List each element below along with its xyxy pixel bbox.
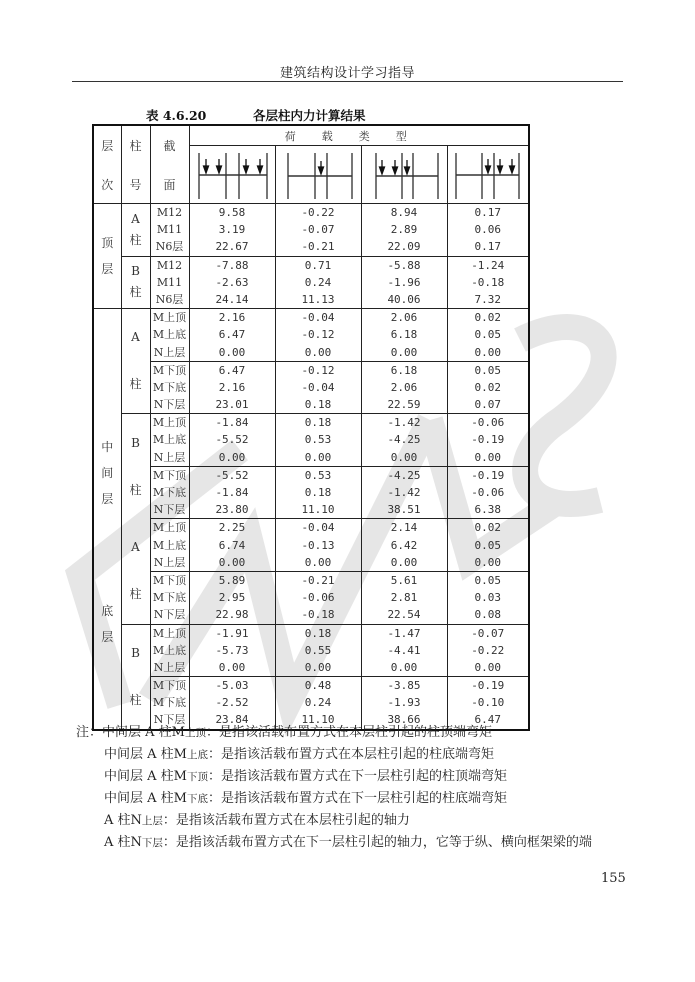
- column-label: B 柱: [121, 414, 150, 519]
- value-cell: 6.38: [474, 503, 501, 517]
- section-labels: M12 M11 N6层: [150, 204, 189, 257]
- value-cell: 0.00: [474, 345, 501, 359]
- load-case-4-values: [447, 309, 529, 362]
- value-cell: 38.66: [387, 713, 421, 727]
- load-case-4-values: [447, 624, 529, 677]
- value-cell: 0.02: [474, 521, 501, 535]
- load-case-3-values: [361, 466, 447, 519]
- floor-label: 中 间 层: [93, 309, 121, 519]
- value-cell: 0.00: [304, 450, 332, 464]
- note-line: 中间层 A 柱M上底：是指该活载布置方式在本层柱引起的柱底端弯矩: [104, 747, 494, 762]
- note-line: 中间层 A 柱M下底：是指该活载布置方式在下一层柱引起的柱底端弯矩: [104, 791, 507, 806]
- value-cell: -0.12: [301, 328, 335, 342]
- table-row: [93, 414, 529, 467]
- value-cell: -2.63: [215, 275, 249, 289]
- value-cell: -1.91: [215, 626, 249, 640]
- value-cell: 6.47: [474, 713, 501, 727]
- load-case-2-values: [275, 204, 361, 257]
- value-cell: 0.55: [304, 643, 332, 657]
- load-case-2-values: [275, 519, 361, 572]
- value-cell: 9.58: [218, 206, 246, 219]
- value-cell: 0.53: [304, 468, 332, 482]
- value-cell: -0.18: [301, 608, 335, 622]
- value-cell: 2.16: [218, 380, 246, 394]
- value-cell: -5.52: [215, 468, 249, 482]
- floor-label: 底 层: [93, 519, 121, 730]
- table-title: 各层柱内力计算结果: [253, 108, 366, 123]
- value-cell: 0.03: [474, 591, 501, 605]
- section-labels: M上顶 M上底 N上层: [150, 414, 189, 467]
- value-cell: -0.07: [301, 223, 335, 237]
- value-cell: 0.05: [474, 538, 501, 552]
- section-labels: M下顶 M下底 N下层: [150, 571, 189, 624]
- value-cell: 2.16: [218, 311, 246, 325]
- value-cell: 22.54: [387, 608, 421, 622]
- load-case-4-values: [447, 519, 529, 572]
- note-line: 中间层 A 柱M下顶：是指该活载布置方式在下一层柱引起的柱顶端弯矩: [104, 769, 507, 784]
- value-cell: 0.05: [474, 328, 501, 342]
- page-number: 155: [601, 871, 626, 886]
- load-case-4-values: [447, 204, 529, 257]
- load-case-4-values: [447, 571, 529, 624]
- load-case-3-values: [361, 624, 447, 677]
- value-cell: -3.85: [387, 679, 421, 693]
- value-cell: 0.08: [474, 608, 501, 622]
- load-case-2-values: [275, 361, 361, 414]
- value-cell: -0.10: [471, 696, 505, 710]
- value-cell: 2.14: [390, 521, 418, 535]
- load-case-4-values: [447, 361, 529, 414]
- load-case-3-values: [361, 361, 447, 414]
- load-case-1-values: [189, 256, 275, 309]
- note-line: A 柱N上层：是指该活载布置方式在本层柱引起的轴力: [104, 813, 410, 828]
- section-labels: M12 M11 N6层: [150, 256, 189, 309]
- value-cell: 0.24: [304, 275, 332, 289]
- load-case-4-values: [447, 414, 529, 467]
- header-load-type: 荷载类型: [189, 125, 529, 146]
- section-labels: M上顶 M上底 N上层: [150, 624, 189, 677]
- value-cell: -1.84: [215, 486, 249, 499]
- value-cell: 6.74: [218, 538, 246, 552]
- value-cell: -0.22: [301, 206, 335, 219]
- value-cell: -1.93: [387, 696, 421, 710]
- load-case-3-values: [361, 204, 447, 257]
- load-case-2-values: [275, 624, 361, 677]
- value-cell: 22.09: [387, 240, 421, 254]
- value-cell: 40.06: [387, 292, 421, 306]
- value-cell: -2.52: [215, 696, 249, 710]
- value-cell: -0.06: [471, 416, 505, 430]
- column-label: B 柱: [121, 624, 150, 730]
- value-cell: -0.06: [301, 591, 335, 605]
- value-cell: 0.07: [474, 398, 501, 412]
- load-case-4-values: [447, 466, 529, 519]
- column-internal-force-table: [92, 124, 530, 731]
- value-cell: -1.42: [387, 416, 421, 430]
- table-row: [93, 256, 529, 309]
- header-rule: [72, 81, 623, 82]
- value-cell: 0.02: [474, 311, 501, 325]
- table-number: 表 4.6.20: [146, 108, 207, 123]
- value-cell: -0.07: [471, 626, 505, 640]
- value-cell: 3.19: [218, 223, 246, 237]
- column-label: B 柱: [121, 256, 150, 309]
- value-cell: 0.05: [474, 363, 501, 377]
- full-span-load-icon: [194, 149, 270, 201]
- value-cell: 7.32: [474, 292, 501, 306]
- value-cell: 0.18: [304, 416, 332, 430]
- value-cell: -1.47: [387, 626, 421, 640]
- value-cell: 22.98: [215, 608, 249, 622]
- load-case-1-values: [189, 519, 275, 572]
- value-cell: 2.06: [390, 380, 418, 394]
- floor-label: 顶 层: [93, 204, 121, 309]
- value-cell: 0.53: [304, 433, 332, 447]
- section-labels: M下顶 M下底 N下层: [150, 361, 189, 414]
- value-cell: 0.00: [304, 555, 332, 569]
- load-case-1-values: [189, 466, 275, 519]
- value-cell: 11.13: [301, 292, 335, 306]
- value-cell: -0.06: [471, 486, 505, 499]
- load-case-1-diagram: [189, 146, 275, 204]
- load-case-3-diagram: [361, 146, 447, 204]
- column-label: A 柱: [121, 204, 150, 257]
- value-cell: 0.00: [390, 660, 418, 674]
- section-labels: M下顶 M下底 N下层: [150, 466, 189, 519]
- section-labels: M上顶 M上底 N上层: [150, 309, 189, 362]
- table-row: [93, 466, 529, 519]
- table-row: [93, 519, 529, 572]
- value-cell: -0.04: [301, 521, 335, 535]
- value-cell: 11.10: [301, 713, 335, 727]
- value-cell: 6.42: [390, 538, 418, 552]
- load-case-2-values: [275, 466, 361, 519]
- column-label: A 柱: [121, 519, 150, 624]
- table-row: [93, 309, 529, 362]
- value-cell: -7.88: [215, 258, 249, 272]
- header-section: 截 面: [150, 125, 189, 204]
- load-case-1-values: [189, 309, 275, 362]
- value-cell: -0.19: [471, 433, 505, 447]
- value-cell: 2.25: [218, 521, 246, 535]
- value-cell: 0.24: [304, 696, 332, 710]
- value-cell: 0.18: [304, 486, 332, 499]
- value-cell: 2.95: [218, 591, 246, 605]
- value-cell: 0.17: [474, 240, 501, 254]
- column-label: A 柱: [121, 309, 150, 414]
- value-cell: -0.19: [471, 468, 505, 482]
- value-cell: 0.00: [474, 450, 501, 464]
- load-case-2-values: [275, 571, 361, 624]
- value-cell: -4.25: [387, 468, 421, 482]
- note-line: 注：中间层 A 柱M上顶：是指该活载布置方式在本层柱引起的柱顶端弯矩: [76, 725, 492, 740]
- value-cell: -1.42: [387, 486, 421, 499]
- value-cell: 23.01: [215, 398, 249, 412]
- load-case-3-values: [361, 414, 447, 467]
- value-cell: 2.81: [390, 591, 418, 605]
- value-cell: -0.13: [301, 538, 335, 552]
- header-floor: 层 次: [93, 125, 121, 204]
- load-case-3-values: [361, 519, 447, 572]
- value-cell: -0.21: [301, 573, 335, 587]
- value-cell: 2.06: [390, 311, 418, 325]
- value-cell: 0.48: [304, 679, 332, 693]
- value-cell: 0.00: [390, 345, 418, 359]
- value-cell: 8.94: [390, 206, 418, 219]
- value-cell: -5.03: [215, 679, 249, 693]
- section-labels: M下顶 M下底 N下层: [150, 677, 189, 730]
- middle-right-span-load-icon: [452, 149, 524, 201]
- value-cell: -0.18: [471, 275, 505, 289]
- middle-span-load-icon: [280, 149, 356, 201]
- value-cell: 5.89: [218, 573, 246, 587]
- load-case-2-diagram: [275, 146, 361, 204]
- table-row: [93, 204, 529, 257]
- running-head: 建筑结构设计学习指导: [279, 66, 415, 81]
- table-row: [93, 571, 529, 624]
- value-cell: -0.21: [301, 240, 335, 254]
- value-cell: 0.02: [474, 380, 501, 394]
- value-cell: 0.18: [304, 626, 332, 640]
- value-cell: -5.52: [215, 433, 249, 447]
- load-case-1-values: [189, 414, 275, 467]
- value-cell: 6.18: [390, 328, 418, 342]
- load-case-1-values: [189, 361, 275, 414]
- load-case-4-values: [447, 256, 529, 309]
- value-cell: 0.00: [390, 450, 418, 464]
- table-row: [93, 624, 529, 677]
- value-cell: 6.47: [218, 328, 246, 342]
- value-cell: 22.59: [387, 398, 421, 412]
- value-cell: -0.19: [471, 679, 505, 693]
- value-cell: 0.00: [218, 555, 246, 569]
- load-case-2-values: [275, 309, 361, 362]
- value-cell: 0.71: [304, 258, 332, 272]
- left-middle-span-load-icon: [366, 149, 442, 201]
- value-cell: 0.05: [474, 573, 501, 587]
- value-cell: 38.51: [387, 503, 421, 517]
- value-cell: 0.00: [304, 345, 332, 359]
- load-case-4-diagram: [447, 146, 529, 204]
- value-cell: 0.18: [304, 398, 332, 412]
- value-cell: -5.73: [215, 643, 249, 657]
- load-case-2-values: [275, 256, 361, 309]
- value-cell: 0.17: [474, 206, 501, 219]
- value-cell: -0.22: [471, 643, 505, 657]
- value-cell: 0.00: [218, 660, 246, 674]
- value-cell: 0.00: [304, 660, 332, 674]
- value-cell: 0.06: [474, 223, 501, 237]
- value-cell: -4.25: [387, 433, 421, 447]
- table-notes: [76, 722, 592, 854]
- load-case-1-values: [189, 571, 275, 624]
- load-case-3-values: [361, 571, 447, 624]
- section-labels: M上顶 M上底 N上层: [150, 519, 189, 572]
- load-case-3-values: [361, 309, 447, 362]
- load-case-1-values: [189, 624, 275, 677]
- value-cell: 0.00: [390, 555, 418, 569]
- load-case-2-values: [275, 414, 361, 467]
- value-cell: -0.04: [301, 380, 335, 394]
- value-cell: 0.00: [218, 450, 246, 464]
- value-cell: 2.89: [390, 223, 418, 237]
- value-cell: 6.47: [218, 363, 246, 377]
- value-cell: 23.80: [215, 503, 249, 517]
- table-row: [93, 361, 529, 414]
- value-cell: -5.88: [387, 258, 421, 272]
- value-cell: 6.18: [390, 363, 418, 377]
- value-cell: -0.04: [301, 311, 335, 325]
- value-cell: -0.12: [301, 363, 335, 377]
- value-cell: -1.84: [215, 416, 249, 430]
- value-cell: 11.10: [301, 503, 335, 517]
- load-case-1-values: [189, 204, 275, 257]
- header-column-no: 柱 号: [121, 125, 150, 204]
- value-cell: -4.41: [387, 643, 421, 657]
- value-cell: 23.84: [215, 713, 249, 727]
- value-cell: -1.96: [387, 275, 421, 289]
- value-cell: 5.61: [390, 573, 418, 587]
- note-line: A 柱N下层：是指该活载布置方式在下一层柱引起的轴力，它等于纵、横向框架梁的端: [104, 835, 592, 850]
- value-cell: 0.00: [474, 660, 501, 674]
- load-case-3-values: [361, 256, 447, 309]
- value-cell: 0.00: [218, 345, 246, 359]
- value-cell: -1.24: [471, 258, 505, 272]
- value-cell: 0.00: [474, 555, 501, 569]
- value-cell: 22.67: [215, 240, 249, 254]
- value-cell: 24.14: [215, 292, 249, 306]
